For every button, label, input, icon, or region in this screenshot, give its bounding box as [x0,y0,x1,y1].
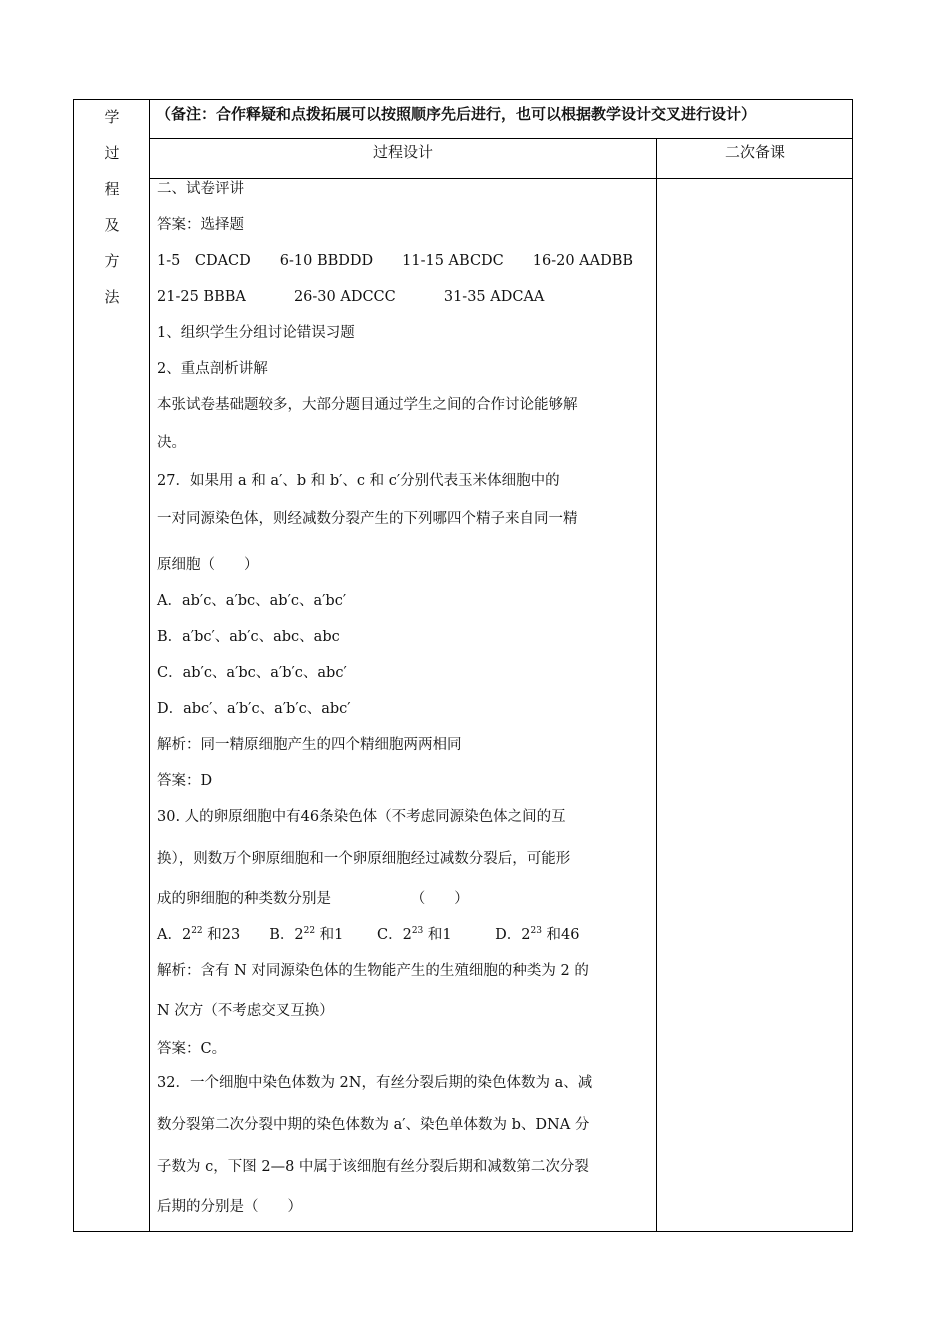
exponent: 22 [303,926,316,936]
left-label-column [74,100,150,1231]
exponent: 23 [411,926,424,936]
answer-key-row: 1-5 CDACD 6-10 BBDDD 11-15 ABCDC 16-20 AADBB [157,253,634,269]
left-label-char: 法 [104,288,120,306]
option-text: 和23 B．2 [202,927,304,943]
question-32-line: 子数为 c，下图 2—8 中属于该细胞有丝分裂后期和减数第二次分裂 [157,1159,589,1175]
left-label-char: 程 [104,180,120,198]
answer-heading: 答案：选择题 [157,217,244,233]
option-b: B．a′bc′、ab′c、abc、abc [157,629,340,645]
question-27-line: 27．如果用 a 和 a′、b 和 b′、c 和 c′分别代表玉米体细胞中的 [157,473,560,489]
left-label-char: 过 [104,144,120,162]
option-text: A．2 [157,927,192,943]
analysis-line: 解析：含有 N 对同源染色体的生物能产生的生殖细胞的种类为 2 的 [157,963,589,979]
paragraph-line: 决。 [157,435,186,451]
note-row: （备注：合作释疑和点拨拓展可以按照顺序先后进行，也可以根据教学设计交叉进行设计） [150,100,853,139]
answer-line: 答案：D [157,773,213,789]
exponent: 23 [530,926,542,936]
question-30-line: 成的卵细胞的种类数分别是 （ ） [157,891,469,907]
option-text: 和1 C．2 [315,927,412,943]
exponent: 22 [191,926,203,936]
question-27-line: 原细胞（ ） [157,557,259,573]
process-design-cell [150,179,657,1231]
left-label-char: 学 [104,108,120,126]
question-32-line: 后期的分别是（ ） [157,1199,302,1215]
analysis-line: 解析：同一精原细胞产生的四个精细胞两两相同 [157,737,462,753]
option-c: C．ab′c、a′bc、a′b′c、abc′ [157,665,347,681]
step-item: 2、重点剖析讲解 [157,361,268,377]
question-30-line: 30. 人的卵原细胞中有46条染色体（不考虑同源染色体之间的互 [157,809,566,825]
option-d: D．abc′、a′b′c、a′b′c、abc′ [157,701,351,717]
analysis-line: N 次方（不考虑交叉互换） [157,1003,334,1019]
question-27-line: 一对同源染色体，则经减数分裂产生的下列哪四个精子来自同一精 [157,511,578,527]
answer-key-row: 21-25 BBBA 26-30 ADCCC 31-35 ADCAA [157,289,545,305]
lesson-table [73,99,853,1232]
step-item: 1、组织学生分组讨论错误习题 [157,325,355,341]
answer-line: 答案：C。 [157,1041,227,1057]
header-process-design: 过程设计 [150,139,657,179]
left-label-char: 及 [104,216,120,234]
option-text: 和1 D．2 [423,927,531,943]
question-32-line: 数分裂第二次分裂中期的染色体数为 a′、染色单体数为 b、DNA 分 [157,1117,590,1133]
option-a: A．ab′c、a′bc、ab′c、a′bc′ [157,593,347,609]
second-prep-cell [657,179,853,1231]
section-title: 二、试卷评讲 [157,181,244,197]
left-label-char: 方 [104,252,120,270]
paragraph-line: 本张试卷基础题较多，大部分题目通过学生之间的合作讨论能够解 [157,397,578,413]
question-32-line: 32．一个细胞中染色体数为 2N，有丝分裂后期的染色体数为 a、减 [157,1075,593,1091]
header-second-prep: 二次备课 [657,139,853,179]
option-text: 和46 [541,927,580,943]
question-30-line: 换），则数万个卵原细胞和一个卵原细胞经过减数分裂后，可能形 [157,851,571,867]
question-30-options [157,925,579,945]
